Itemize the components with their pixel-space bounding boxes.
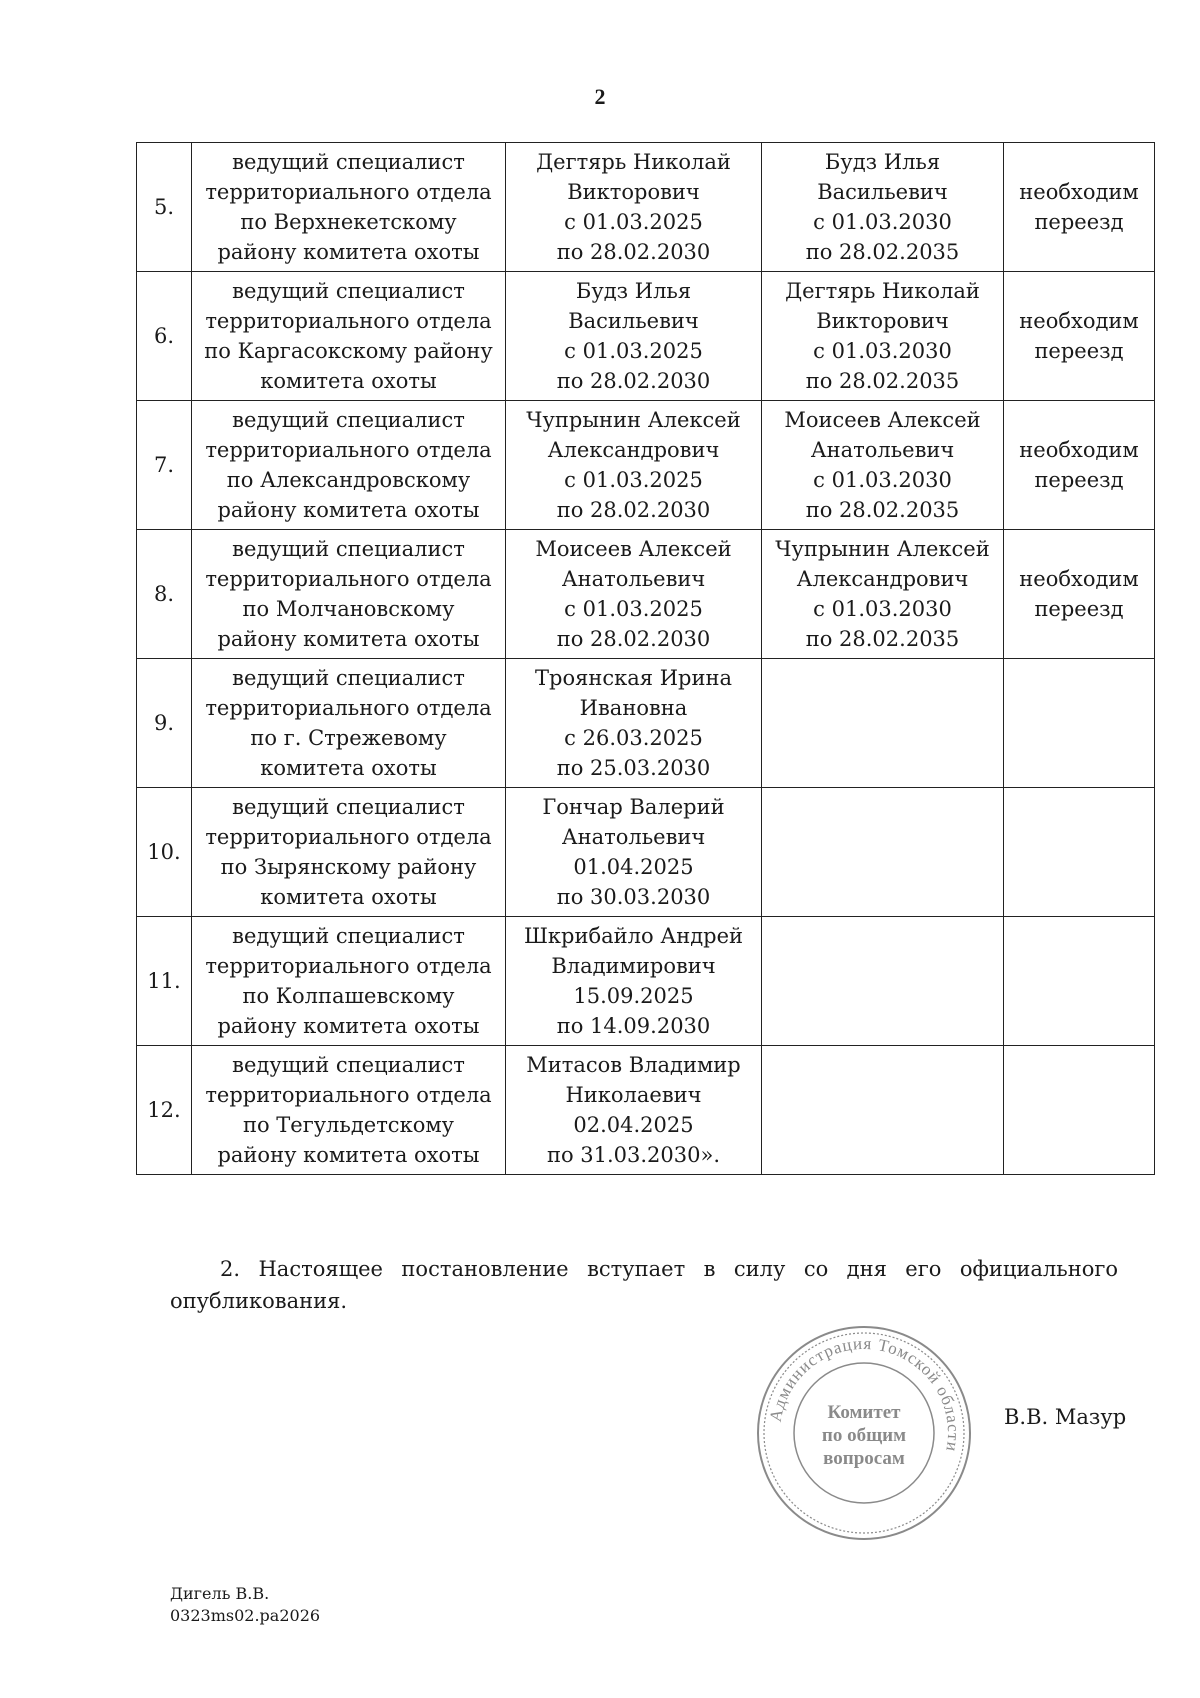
current-holder-cell-line: Чупрынин Алексей — [526, 408, 741, 432]
official-seal — [754, 1323, 974, 1543]
position-cell-line: району комитета охоты — [217, 498, 480, 522]
table-row — [137, 530, 1155, 659]
position-cell — [192, 917, 506, 1046]
position-cell-line: ведущий специалист — [232, 537, 465, 561]
position-cell — [192, 401, 506, 530]
current-holder-cell-line: по 28.02.2030 — [556, 627, 711, 651]
current-holder-cell-line: 01.04.2025 — [573, 855, 694, 879]
footer-author: Дигель В.В. — [170, 1584, 270, 1603]
current-holder-cell-line: с 01.03.2025 — [564, 339, 703, 363]
note-cell-line: переезд — [1034, 597, 1124, 621]
position-cell-line: комитета охоты — [260, 369, 437, 393]
position-cell — [192, 788, 506, 917]
note-cell-line: переезд — [1034, 339, 1124, 363]
note-cell — [1004, 272, 1155, 401]
current-holder-cell — [506, 1046, 762, 1175]
current-holder-cell-line: с 26.03.2025 — [564, 726, 703, 750]
row-number: 10. — [137, 788, 192, 917]
current-holder-cell-line: по 31.03.2030». — [546, 1143, 721, 1167]
next-holder-cell-line: с 01.03.2030 — [813, 468, 952, 492]
table-row — [137, 143, 1155, 272]
position-cell-line: комитета охоты — [260, 885, 437, 909]
position-cell-line: по Зырянскому району — [220, 855, 477, 879]
position-cell-line: району комитета охоты — [217, 1143, 480, 1167]
note-cell-line: переезд — [1034, 468, 1124, 492]
position-cell — [192, 272, 506, 401]
row-number: 5. — [137, 143, 192, 272]
next-holder-cell-line: Чупрынин Алексей — [775, 537, 990, 561]
next-holder-cell-line: Дегтярь Николай — [785, 279, 980, 303]
position-cell-line: по Молчановскому — [242, 597, 455, 621]
current-holder-cell — [506, 659, 762, 788]
next-holder-cell-line: Викторович — [816, 309, 949, 333]
table-row — [137, 788, 1155, 917]
next-holder-cell — [762, 143, 1004, 272]
position-cell-line: территориального отдела — [205, 438, 492, 462]
table-row — [137, 659, 1155, 788]
seal-inner-line: Комитет — [827, 1402, 901, 1423]
seal-inner-line: по общим — [821, 1425, 907, 1446]
next-holder-cell-line: Моисеев Алексей — [784, 408, 981, 432]
table-row — [137, 1046, 1155, 1175]
signer-name: В.В. Мазур — [1004, 1405, 1127, 1429]
position-cell-line: территориального отдела — [205, 696, 492, 720]
next-holder-cell — [762, 1046, 1004, 1175]
current-holder-cell — [506, 917, 762, 1046]
current-holder-cell-line: 02.04.2025 — [573, 1113, 694, 1137]
note-cell — [1004, 143, 1155, 272]
current-holder-cell-line: Анатольевич — [561, 567, 706, 591]
position-cell-line: ведущий специалист — [232, 279, 465, 303]
current-holder-cell-line: Анатольевич — [561, 825, 706, 849]
current-holder-cell — [506, 401, 762, 530]
row-number: 7. — [137, 401, 192, 530]
position-cell-line: по г. Стрежевому — [250, 726, 447, 750]
position-cell — [192, 659, 506, 788]
next-holder-cell-line: с 01.03.2030 — [813, 210, 952, 234]
row-number: 12. — [137, 1046, 192, 1175]
next-holder-cell — [762, 917, 1004, 1046]
position-cell-line: ведущий специалист — [232, 1053, 465, 1077]
footer-doc-code: 0323ms02.pa2026 — [170, 1606, 321, 1625]
position-cell-line: по Верхнекетскому — [240, 210, 457, 234]
position-cell-line: ведущий специалист — [232, 666, 465, 690]
next-holder-cell-line: по 28.02.2035 — [805, 627, 960, 651]
current-holder-cell — [506, 788, 762, 917]
note-cell-line: переезд — [1034, 210, 1124, 234]
position-cell-line: территориального отдела — [205, 1083, 492, 1107]
current-holder-cell-line: Митасов Владимир — [526, 1053, 741, 1077]
current-holder-cell-line: Будз Илья — [575, 279, 692, 303]
current-holder-cell-line: по 28.02.2030 — [556, 369, 711, 393]
position-cell — [192, 1046, 506, 1175]
page-number: 2 — [594, 84, 606, 109]
next-holder-cell-line: Анатольевич — [810, 438, 955, 462]
current-holder-cell-line: Шкрибайло Андрей — [523, 924, 744, 948]
current-holder-cell — [506, 530, 762, 659]
position-cell-line: территориального отдела — [205, 954, 492, 978]
seal-inner-line: вопросам — [823, 1448, 905, 1469]
table-row — [137, 917, 1155, 1046]
row-number: 8. — [137, 530, 192, 659]
position-cell-line: району комитета охоты — [217, 1014, 480, 1038]
current-holder-cell-line: Александрович — [547, 438, 720, 462]
current-holder-cell-line: с 01.03.2025 — [564, 468, 703, 492]
current-holder-cell-line: по 28.02.2030 — [556, 240, 711, 264]
current-holder-cell-line: Владимирович — [551, 954, 716, 978]
next-holder-cell — [762, 401, 1004, 530]
table-body — [137, 143, 1155, 1175]
table-row — [137, 401, 1155, 530]
next-holder-cell-line: с 01.03.2030 — [813, 597, 952, 621]
next-holder-cell-line: по 28.02.2035 — [805, 498, 960, 522]
note-cell — [1004, 917, 1155, 1046]
note-cell — [1004, 788, 1155, 917]
next-holder-cell — [762, 659, 1004, 788]
note-cell-line: необходим — [1019, 567, 1139, 591]
note-cell — [1004, 1046, 1155, 1175]
position-cell-line: территориального отдела — [205, 309, 492, 333]
current-holder-cell-line: Моисеев Алексей — [535, 537, 732, 561]
position-cell-line: ведущий специалист — [232, 150, 465, 174]
current-holder-cell-line: с 01.03.2025 — [564, 210, 703, 234]
note-cell-line: необходим — [1019, 438, 1139, 462]
position-cell-line: ведущий специалист — [232, 924, 465, 948]
current-holder-cell-line: с 01.03.2025 — [564, 597, 703, 621]
position-cell-line: району комитета охоты — [217, 240, 480, 264]
position-cell — [192, 530, 506, 659]
position-cell-line: по Тегульдетскому — [242, 1113, 455, 1137]
note-cell — [1004, 530, 1155, 659]
position-cell-line: по Каргасокскому району — [204, 339, 493, 363]
current-holder-cell-line: Викторович — [567, 180, 700, 204]
current-holder-cell-line: Гончар Валерий — [542, 795, 725, 819]
position-cell-line: территориального отдела — [205, 825, 492, 849]
current-holder-cell-line: Ивановна — [579, 696, 688, 720]
position-cell-line: ведущий специалист — [232, 795, 465, 819]
row-number: 9. — [137, 659, 192, 788]
next-holder-cell — [762, 530, 1004, 659]
staff-rotation-table — [136, 142, 1155, 1175]
table-row — [137, 272, 1155, 401]
position-cell-line: по Александровскому — [226, 468, 471, 492]
note-cell — [1004, 659, 1155, 788]
position-cell-line: ведущий специалист — [232, 408, 465, 432]
current-holder-cell-line: по 25.03.2030 — [556, 756, 711, 780]
footer-author-block — [170, 1583, 320, 1627]
note-cell — [1004, 401, 1155, 530]
closing-paragraph: 2. Настоящее постановление вступает в силу со дня его официального опубликования. — [170, 1257, 1118, 1313]
current-holder-cell-line: Троянская Ирина — [535, 666, 732, 690]
seal-outer-text: Администрация Томской области — [765, 1333, 964, 1454]
current-holder-cell-line: Васильевич — [568, 309, 699, 333]
next-holder-cell-line: по 28.02.2035 — [805, 369, 960, 393]
position-cell — [192, 143, 506, 272]
next-holder-cell-line: по 28.02.2035 — [805, 240, 960, 264]
row-number: 11. — [137, 917, 192, 1046]
next-holder-cell-line: Будз Илья — [824, 150, 941, 174]
note-cell-line: необходим — [1019, 180, 1139, 204]
current-holder-cell-line: 15.09.2025 — [573, 984, 694, 1008]
position-cell-line: району комитета охоты — [217, 627, 480, 651]
current-holder-cell — [506, 272, 762, 401]
next-holder-cell-line: с 01.03.2030 — [813, 339, 952, 363]
current-holder-cell-line: Дегтярь Николай — [536, 150, 731, 174]
position-cell-line: территориального отдела — [205, 180, 492, 204]
current-holder-cell-line: Николаевич — [565, 1083, 702, 1107]
current-holder-cell-line: по 28.02.2030 — [556, 498, 711, 522]
current-holder-cell-line: по 14.09.2030 — [556, 1014, 711, 1038]
next-holder-cell — [762, 788, 1004, 917]
position-cell-line: территориального отдела — [205, 567, 492, 591]
position-cell-line: по Колпашевскому — [242, 984, 455, 1008]
current-holder-cell — [506, 143, 762, 272]
next-holder-cell-line: Александрович — [796, 567, 969, 591]
position-cell-line: комитета охоты — [260, 756, 437, 780]
next-holder-cell-line: Васильевич — [817, 180, 948, 204]
next-holder-cell — [762, 272, 1004, 401]
note-cell-line: необходим — [1019, 309, 1139, 333]
current-holder-cell-line: по 30.03.2030 — [556, 885, 711, 909]
row-number: 6. — [137, 272, 192, 401]
